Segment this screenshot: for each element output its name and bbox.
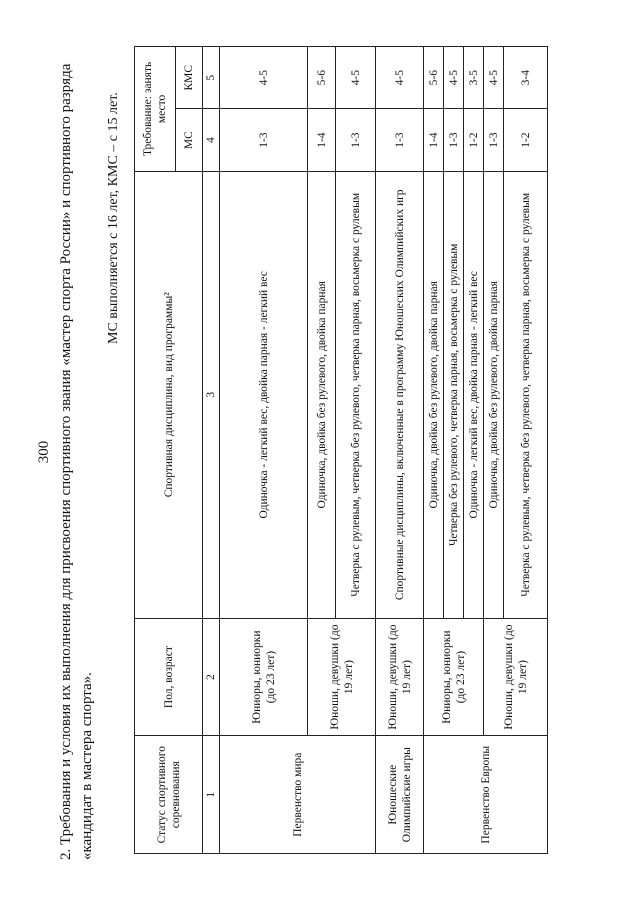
ms-cell: 1-4 bbox=[308, 109, 336, 171]
ms-cell: 1-2 bbox=[464, 109, 484, 171]
kms-cell: 4-5 bbox=[444, 47, 464, 109]
requirements-table bbox=[134, 46, 548, 854]
discipline-cell: Четверка с рулевым, четверка без рулевого, четверка парная, восьмерка с рулевым bbox=[504, 171, 548, 618]
table-row bbox=[484, 47, 504, 854]
discipline-cell: Четверка без рулевого, четверка парная, восьмерка с рулевым bbox=[444, 171, 464, 618]
discipline-cell: Четверка с рулевым, четверка без рулевого, четверка парная, восьмерка с рулевым bbox=[336, 171, 376, 618]
ms-cell: 1-3 bbox=[484, 109, 504, 171]
kms-cell: 4-5 bbox=[484, 47, 504, 109]
gender-cell: Юноши, девушки (до 19 лет) bbox=[484, 618, 548, 736]
ms-cell: 1-3 bbox=[444, 109, 464, 171]
header-requirement: Требование: занять место bbox=[135, 47, 176, 172]
status-cell: Первенство Европы bbox=[424, 736, 548, 854]
col-number: 4 bbox=[203, 109, 220, 171]
page-number: 300 bbox=[36, 440, 52, 464]
discipline-cell: Одиночка - легкий вес, двойка парная - легкий вес bbox=[464, 171, 484, 618]
header-kms: КМС bbox=[176, 47, 203, 109]
gender-cell: Юноши, девушки (до 19 лет) bbox=[308, 618, 376, 736]
discipline-cell: Спортивные дисциплины, включенные в программу Юношеских Олимпийских игр bbox=[376, 171, 424, 618]
discipline-cell: Одиночка - легкий вес, двойка парная - легкий вес bbox=[220, 171, 308, 618]
ms-cell: 1-2 bbox=[504, 109, 548, 171]
header-status: Статус спортивного соревнования bbox=[135, 736, 203, 854]
table-row bbox=[308, 47, 336, 854]
col-number: 3 bbox=[203, 171, 220, 618]
table-row bbox=[424, 47, 444, 854]
kms-cell: 5-6 bbox=[308, 47, 336, 109]
kms-cell: 4-5 bbox=[376, 47, 424, 109]
status-cell: Юношеские Олимпийские игры bbox=[376, 736, 424, 854]
kms-cell: 4-5 bbox=[220, 47, 308, 109]
discipline-cell: Одиночка, двойка без рулевого, двойка парная bbox=[484, 171, 504, 618]
age-note: МС выполняется с 16 лет, КМС – с 15 лет. bbox=[106, 92, 121, 344]
kms-cell: 5-6 bbox=[424, 47, 444, 109]
kms-cell: 3-4 bbox=[504, 47, 548, 109]
gender-cell: Юниоры, юниорки (до 23 лет) bbox=[424, 618, 484, 736]
ms-cell: 1-3 bbox=[220, 109, 308, 171]
discipline-cell: Одиночка, двойка без рулевого, двойка парная bbox=[308, 171, 336, 618]
table-row bbox=[220, 47, 308, 854]
ms-cell: 1-4 bbox=[424, 109, 444, 171]
section-heading: 2. Требования и условия их выполнения для присвоения спортивного звания «мастер спорта России» и спортивного разряда «кандидат в мастера спорта». bbox=[58, 63, 95, 860]
table-row bbox=[376, 47, 424, 854]
col-number: 2 bbox=[203, 618, 220, 736]
gender-cell: Юниоры, юниорки (до 23 лет) bbox=[220, 618, 308, 736]
header-ms: МС bbox=[176, 109, 203, 171]
kms-cell: 4-5 bbox=[336, 47, 376, 109]
col-number: 1 bbox=[203, 736, 220, 854]
discipline-cell: Одиночка, двойка без рулевого, двойка парная bbox=[424, 171, 444, 618]
status-cell: Первенство мира bbox=[220, 736, 376, 854]
kms-cell: 3-5 bbox=[464, 47, 484, 109]
ms-cell: 1-3 bbox=[376, 109, 424, 171]
header-discipline: Спортивная дисциплина, вид программы² bbox=[135, 171, 203, 618]
header-gender-age: Пол, возраст bbox=[135, 618, 203, 736]
gender-cell: Юноши, девушки (до 19 лет) bbox=[376, 618, 424, 736]
ms-cell: 1-3 bbox=[336, 109, 376, 171]
col-number: 5 bbox=[203, 47, 220, 109]
